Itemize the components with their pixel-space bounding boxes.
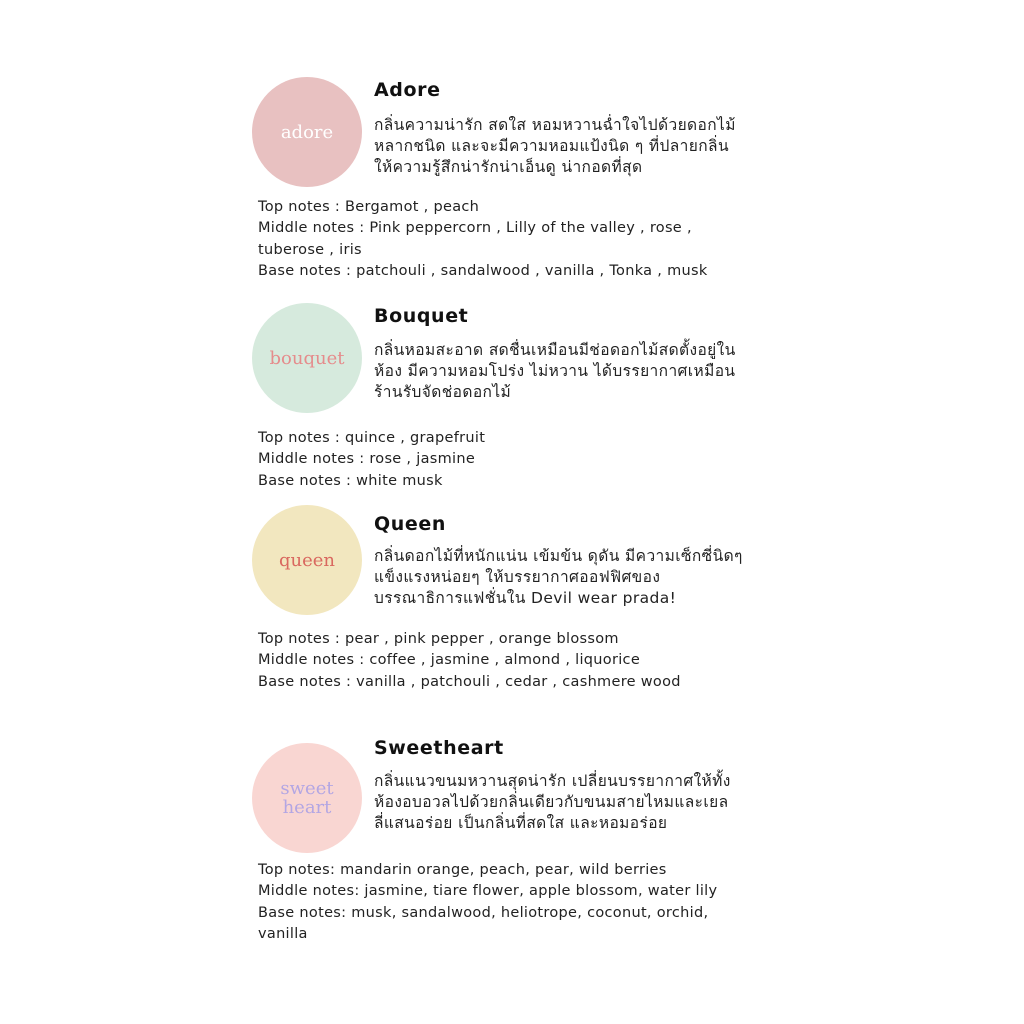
scent-circle-adore: [252, 77, 362, 187]
scent-notes: [258, 197, 738, 282]
note-line: Base notes : white musk: [258, 472, 443, 489]
note-line: Middle notes: jasmine, tiare flower, apple blossom, water lily: [258, 883, 718, 900]
note-line: vanilla: [258, 925, 308, 942]
note-line: Top notes: mandarin orange, peach, pear, wild berries: [258, 862, 667, 878]
scent-title: Bouquet: [374, 305, 469, 327]
description-line: ร้านรับจัดช่อดอกไม้: [374, 383, 512, 401]
scent-title: Queen: [374, 513, 446, 535]
note-line: Top notes : quince , grapefruit: [258, 430, 486, 446]
scent-description: [374, 771, 804, 834]
scent-circle-bouquet: [252, 303, 362, 413]
scent-circle-queen: [252, 505, 362, 615]
description-line: กลิ่นหอมสะอาด สดชื่นเหมือนมีช่อดอกไม้สดตั้งอยู่ใน: [374, 341, 736, 359]
scent-notes: [258, 629, 738, 693]
scent-description: [374, 340, 804, 403]
circle-label-line: heart: [282, 797, 332, 818]
description-line: ห้อง มีความหอมโปร่ง ไม่หวาน ได้บรรยากาศเหมือน: [374, 362, 736, 380]
scent-description: [374, 115, 804, 178]
note-line: Top notes : pear , pink pepper , orange blossom: [258, 631, 619, 647]
note-line: tuberose , iris: [258, 241, 362, 258]
circle-label: queen: [278, 549, 335, 571]
scent-title: Sweetheart: [374, 737, 504, 759]
circle-label-line: sweet: [280, 778, 334, 799]
circle-label: adore: [280, 121, 334, 143]
description-line: บรรณาธิการแฟชั่นใน Devil wear prada!: [374, 589, 677, 607]
note-line: Base notes: musk, sandalwood, heliotrope, coconut, orchid,: [258, 904, 709, 921]
note-line: Middle notes : Pink peppercorn , Lilly of the valley , rose ,: [258, 220, 692, 237]
description-line: แข็งแรงหน่อยๆ ให้บรรยากาศออฟฟิศของ: [374, 568, 661, 586]
circle-label: bouquet: [269, 347, 345, 369]
scent-description: [374, 546, 804, 609]
scent-notes: [258, 428, 738, 492]
circle-label: [280, 779, 333, 817]
scent-title: Adore: [374, 79, 441, 101]
note-line: Top notes : Bergamot , peach: [258, 199, 480, 215]
note-line: Base notes : vanilla , patchouli , cedar , cashmere wood: [258, 673, 681, 690]
description-line: กลิ่นแนวขนมหวานสุดน่ารัก เปลี่ยนบรรยากาศให้ทั้ง: [374, 772, 731, 790]
scent-notes: [258, 860, 738, 945]
note-line: Middle notes : coffee , jasmine , almond , liquorice: [258, 652, 641, 669]
description-line: ลี่แสนอร่อย เป็นกลิ่นที่สดใส และหอมอร่อย: [374, 814, 668, 832]
note-line: Middle notes : rose , jasmine: [258, 451, 476, 468]
description-line: ให้ความรู้สึกน่ารักน่าเอ็นดู น่ากอดที่สุด: [374, 158, 643, 176]
description-line: กลิ่นดอกไม้ที่หนักแน่น เข้มข้น ดุดัน มีความเซ็กซี่นิดๆ: [374, 547, 743, 565]
description-line: กลิ่นความน่ารัก สดใส หอมหวานฉ่ำใจไปด้วยดอกไม้: [374, 116, 736, 134]
description-line: ห้องอบอวลไปด้วยกลิ่นเดียวกับขนมสายไหมและเยล: [374, 793, 729, 811]
description-line: หลากชนิด และจะมีความหอมแป้งนิด ๆ ที่ปลายกลิ่น: [374, 137, 729, 155]
note-line: Base notes : patchouli , sandalwood , vanilla , Tonka , musk: [258, 262, 708, 279]
scent-circle-sweetheart: [252, 743, 362, 853]
